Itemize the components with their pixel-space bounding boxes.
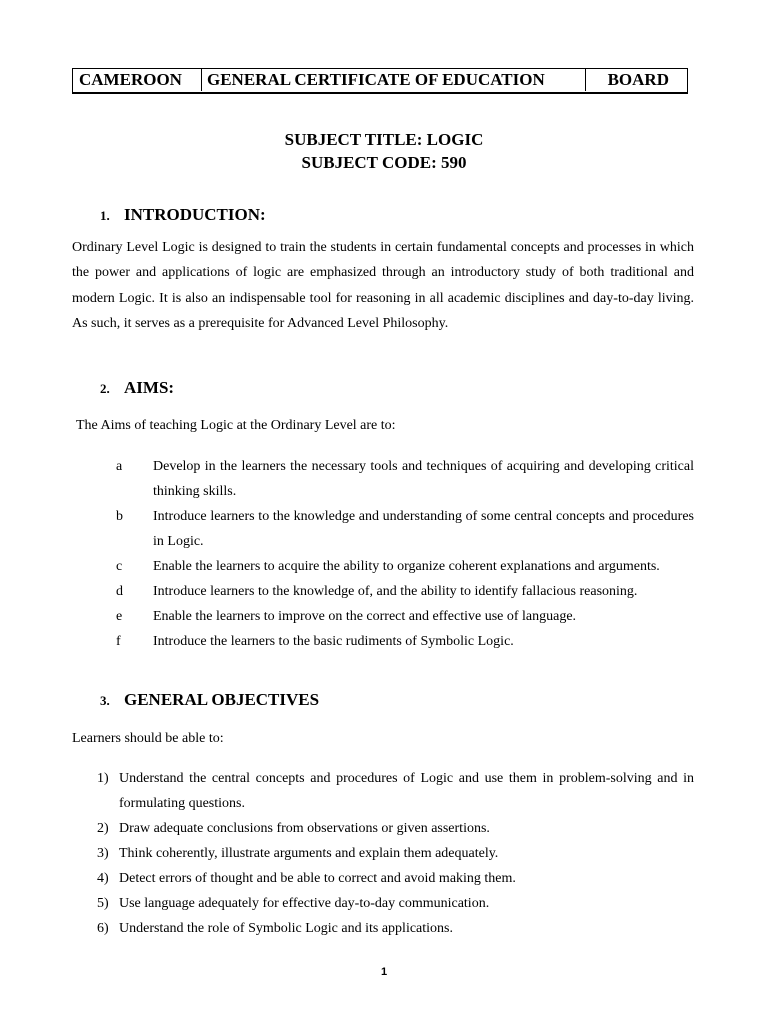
list-item — [97, 766, 694, 816]
aims-intro-text: The Aims of teaching Logic at the Ordinary Level are to: — [76, 418, 396, 433]
list-item-text: Think coherently, illustrate arguments and explain them adequately. — [119, 846, 499, 861]
list-item — [97, 891, 694, 916]
list-marker: 2) — [97, 821, 109, 836]
section-number: 1. — [100, 208, 110, 223]
list-item — [116, 629, 694, 654]
list-item-text: Enable the learners to acquire the ability to organize coherent explanations and arguments. — [153, 559, 660, 574]
section-heading-aims — [100, 378, 174, 398]
header-gce: GENERAL CERTIFICATE OF EDUCATION — [207, 70, 545, 89]
list-marker: d — [116, 584, 123, 599]
subject-code: SUBJECT CODE: 590 — [301, 153, 467, 172]
section-heading-introduction — [100, 205, 266, 225]
list-item-text: Introduce learners to the knowledge of, and the ability to identify fallacious reasoning. — [153, 584, 638, 599]
list-item — [97, 841, 694, 866]
list-item — [97, 916, 694, 941]
list-marker: a — [116, 459, 123, 474]
list-item — [116, 579, 694, 604]
list-item — [116, 554, 694, 579]
list-item — [97, 816, 694, 841]
list-item — [116, 604, 694, 629]
section-title: AIMS: — [124, 378, 175, 397]
list-item-text: Use language adequately for effective day-to-day communication. — [119, 896, 490, 911]
list-marker: e — [116, 609, 123, 624]
board-header-band — [72, 68, 688, 94]
list-item — [97, 866, 694, 891]
list-item-text: Detect errors of thought and be able to correct and avoid making them. — [119, 871, 516, 886]
list-item-text: Develop in the learners the necessary tools and techniques of acquiring and developing critical thinking skills. — [153, 459, 694, 499]
section-heading-objectives — [100, 690, 319, 710]
list-item-text: Introduce the learners to the basic rudiments of Symbolic Logic. — [153, 634, 514, 649]
list-item-text: Enable the learners to improve on the correct and effective use of language. — [153, 609, 577, 624]
section-title: INTRODUCTION: — [124, 205, 266, 224]
header-divider — [201, 69, 202, 91]
list-marker: 4) — [97, 871, 109, 886]
section-number: 2. — [100, 381, 110, 396]
list-marker: 1) — [97, 771, 109, 786]
list-item-text: Understand the role of Symbolic Logic and its applications. — [119, 921, 453, 936]
objectives-intro-text: Learners should be able to: — [72, 731, 224, 746]
subject-title: SUBJECT TITLE: LOGIC — [284, 130, 484, 149]
header-board: BOARD — [607, 70, 669, 89]
list-item-text: Introduce learners to the knowledge and understanding of some central concepts and procedures in Logic. — [153, 509, 694, 549]
list-marker: c — [116, 559, 123, 574]
list-marker: f — [116, 634, 121, 649]
objectives-list — [97, 766, 694, 941]
header-cameroon: CAMEROON — [79, 70, 182, 89]
list-item-text: Understand the central concepts and procedures of Logic and use them in problem-solving and in formulating questions. — [119, 771, 694, 811]
aims-list — [116, 454, 694, 654]
list-marker: 3) — [97, 846, 109, 861]
list-marker: b — [116, 509, 123, 524]
list-marker: 6) — [97, 921, 109, 936]
list-item-text: Draw adequate conclusions from observations or given assertions. — [119, 821, 490, 836]
header-divider — [585, 69, 586, 91]
list-item — [116, 454, 694, 504]
list-marker: 5) — [97, 896, 109, 911]
section-title: GENERAL OBJECTIVES — [124, 690, 320, 709]
page-number: 1 — [380, 966, 388, 978]
introduction-paragraph: Ordinary Level Logic is designed to train the students in certain fundamental concepts and processes in which the power and applications of logic are emphasized through an introductory study of both traditional and modern Logic. It is also an indispensable tool for reasoning in all academic disciplines and day-to-day living. As such, it serves as a prerequisite for Advanced Level Philosophy. — [72, 240, 694, 331]
list-item — [116, 504, 694, 554]
section-number: 3. — [100, 693, 110, 708]
